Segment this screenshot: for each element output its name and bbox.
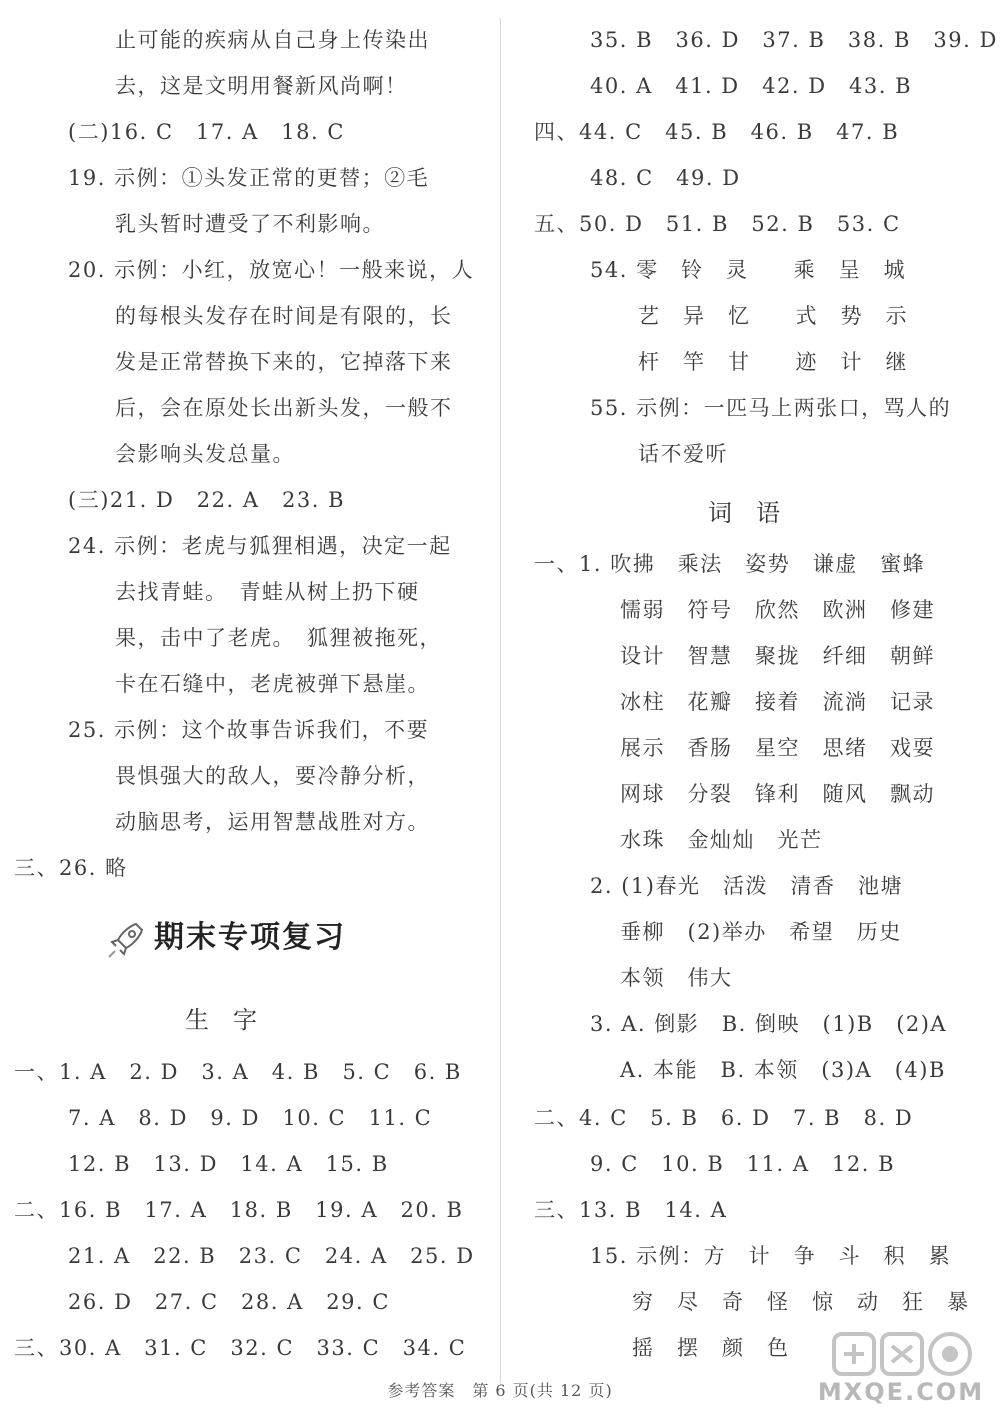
- answer-line: (三)21. D 22. A 23. B: [68, 488, 346, 512]
- answer-line: 48. C 49. D: [590, 166, 741, 190]
- answer-line: 35. B 36. D 37. B 38. B 39. D: [590, 28, 998, 52]
- answer-line: 三、30. A 31. C 32. C 33. C 34. C: [14, 1336, 467, 1360]
- text-line: 卡在石缝中，老虎被弹下悬崖。: [115, 672, 430, 696]
- watermark: [806, 1330, 996, 1420]
- watermark-logo-icon: [806, 1330, 996, 1380]
- text-line: 动脑思考，运用智慧战胜对方。: [115, 810, 430, 834]
- text-line: 发是正常替换下来的，它掉落下来: [115, 350, 453, 374]
- question-15-line: 15. 示例：方 计 争 斗 积 累: [590, 1244, 952, 1268]
- section-title: 期末专项复习: [154, 920, 346, 955]
- page-footer: 参考答案 第 6 页(共 12 页): [387, 1381, 613, 1400]
- text-line: 摇 摆 颜 色: [632, 1336, 790, 1360]
- column-divider: [500, 18, 501, 1383]
- text-line: 止可能的疾病从自己身上传染出: [115, 28, 430, 52]
- watermark-text: MXQE.COM: [817, 1378, 985, 1406]
- text-line: 乳头暂时遭受了不利影响。: [115, 212, 385, 236]
- answer-line: 一、1. A 2. D 3. A 4. B 5. C 6. B: [14, 1060, 462, 1084]
- answer-line: 三、13. B 14. A: [534, 1198, 728, 1222]
- text-line: 的每根头发存在时间是有限的，长: [115, 304, 453, 328]
- vocab-line: 展示 香肠 星空 思绪 戏耍: [620, 736, 935, 760]
- answer-line: 12. B 13. D 14. A 15. B: [68, 1152, 389, 1176]
- vocab-line: 2. (1)春光 活泼 清香 池塘: [590, 874, 903, 898]
- answer-line: 26. D 27. C 28. A 29. C: [68, 1290, 390, 1314]
- text-line: 穷 尽 奇 怪 惊 动 狂 暴: [632, 1290, 970, 1314]
- answer-line: 9. C 10. B 11. A 12. B: [590, 1152, 896, 1176]
- answer-line: 五、50. D 51. B 52. B 53. C: [534, 212, 901, 236]
- text-line: 畏惧强大的敌人，要冷静分析，: [115, 764, 430, 788]
- vocab-line: 垂柳 (2)举办 希望 历史: [620, 920, 902, 944]
- vocab-line: 水珠 金灿灿 光芒: [620, 828, 823, 852]
- question-54-line: 54. 零 铃 灵 乘 呈 城: [590, 258, 907, 282]
- text-line: 去找青蛙。 青蛙从树上扔下硬: [115, 580, 420, 604]
- vocab-line: 网球 分裂 锋利 随风 飘动: [620, 782, 935, 806]
- vocab-line: 3. A. 倒影 B. 倒映 (1)B (2)A: [590, 1012, 948, 1036]
- answer-line: 二、4. C 5. B 6. D 7. B 8. D: [534, 1106, 914, 1130]
- answer-line: 21. A 22. B 23. C 24. A 25. D: [68, 1244, 475, 1268]
- vocab-line: 一、1. 吹拂 乘法 姿势 谦虚 蜜蜂: [534, 552, 926, 576]
- vocab-line: 冰柱 花瓣 接着 流淌 记录: [620, 690, 935, 714]
- question-25-line: 25. 示例：这个故事告诉我们，不要: [68, 718, 430, 742]
- question-24-line: 24. 示例：老虎与狐狸相遇，决定一起: [68, 534, 452, 558]
- text-line: 杆 竿 甘 迹 计 继: [638, 350, 908, 374]
- vocab-line: 懦弱 符号 欣然 欧洲 修建: [620, 598, 935, 622]
- answer-line: 四、44. C 45. B 46. B 47. B: [534, 120, 900, 144]
- subsection-title: 词 语: [708, 499, 780, 527]
- text-line: 会影响头发总量。: [115, 442, 295, 466]
- question-19-line: 19. 示例：①头发正常的更替；②毛: [68, 166, 430, 190]
- vocab-line: 设计 智慧 聚拢 纤细 朝鲜: [620, 644, 935, 668]
- question-20-line: 20. 示例：小红，放宽心！一般来说，人: [68, 258, 475, 282]
- answer-line: (二)16. C 17. A 18. C: [68, 120, 345, 144]
- text-line: 话不爱听: [638, 442, 728, 466]
- question-26-line: 三、26. 略: [14, 856, 128, 880]
- vocab-line: 本领 伟大: [620, 966, 733, 990]
- question-55-line: 55. 示例：一匹马上两张口，骂人的: [590, 396, 952, 420]
- rocket-icon: [104, 918, 148, 962]
- text-line: 去，这是文明用餐新风尚啊！: [115, 74, 408, 98]
- subsection-title: 生 字: [185, 1006, 257, 1034]
- text-line: 艺 异 忆 式 势 示: [638, 304, 908, 328]
- answer-line: 二、16. B 17. A 18. B 19. A 20. B: [14, 1198, 464, 1222]
- text-line: 后，会在原处长出新头发，一般不: [115, 396, 453, 420]
- answer-line: 40. A 41. D 42. D 43. B: [590, 74, 913, 98]
- text-line: 果，击中了老虎。 狐狸被拖死，: [115, 626, 442, 650]
- vocab-line: A. 本能 B. 本领 (3)A (4)B: [620, 1058, 946, 1082]
- answer-line: 7. A 8. D 9. D 10. C 11. C: [68, 1106, 433, 1130]
